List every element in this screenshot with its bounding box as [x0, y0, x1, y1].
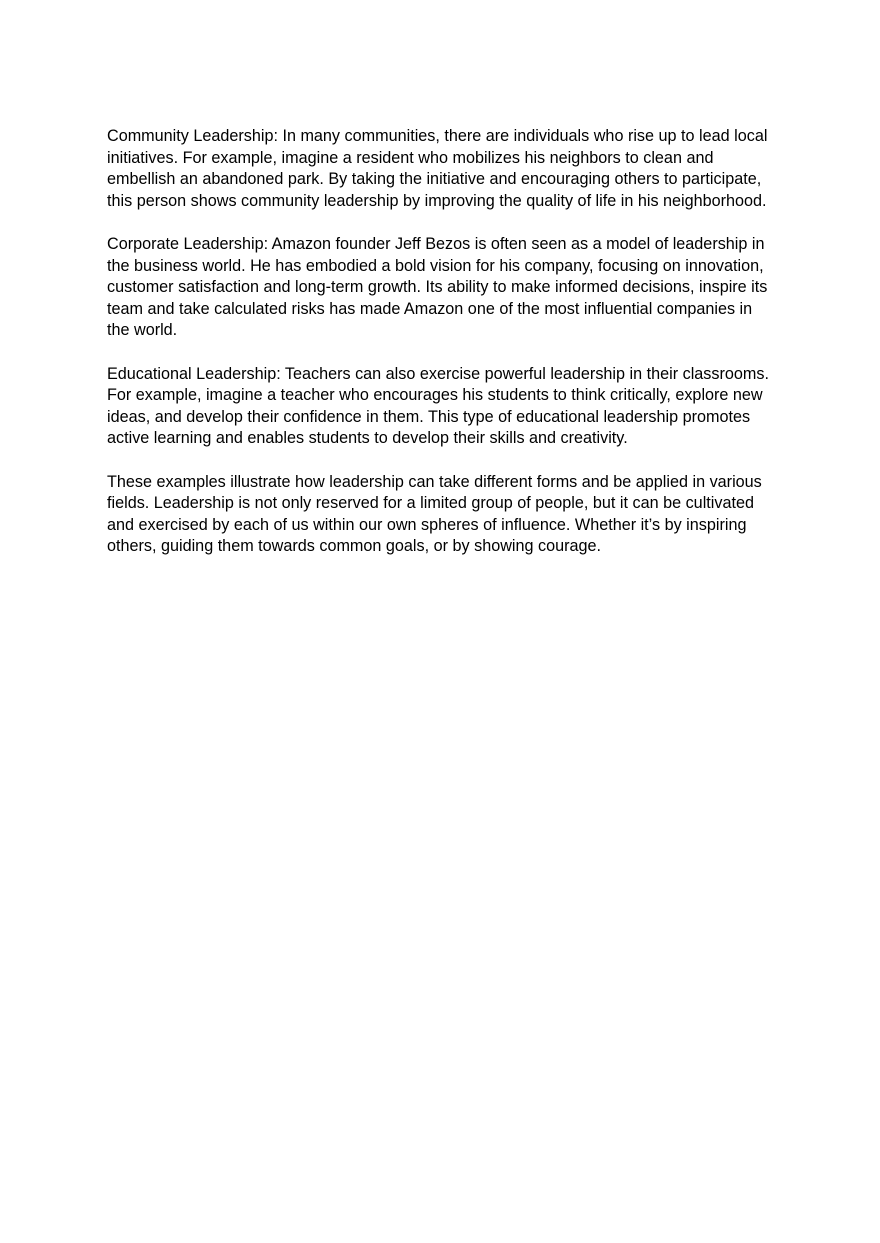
paragraph-conclusion: These examples illustrate how leadership can take different forms and be applied in various fields. Leadership is not only reserved for a limited group of people, but it can be cultivated and exercised by each of us within our own spheres of influence. Whether it’s by inspiring others, guiding them towards common goals, or by showing courage. [107, 472, 762, 556]
paragraph-community-leadership: Community Leadership: In many communities, there are individuals who rise up to lead local initiatives. For example, imagine a resident who mobilizes his neighbors to clean and embellish an abandoned park. By taking the initiative and encouraging others to participate, this person shows community leadership by improving the quality of life in his neighborhood. [107, 127, 768, 210]
paragraph-corporate-leadership: Corporate Leadership: Amazon founder Jeff Bezos is often seen as a model of leadership in the business world. He has embodied a bold vision for his company, focusing on innovation, customer satisfaction and long-term growth. Its ability to make informed decisions, inspire its team and take calculated risks has made Amazon one of the most influential companies in the world. [107, 234, 768, 340]
paragraph-educational-leadership: Educational Leadership: Teachers can also exercise powerful leadership in their classrooms. For example, imagine a teacher who encourages his students to think critically, explore new ideas, and develop their confidence in them. This type of educational leadership promotes active learning and enables students to develop their skills and creativity. [107, 364, 769, 448]
document-body [107, 126, 779, 579]
